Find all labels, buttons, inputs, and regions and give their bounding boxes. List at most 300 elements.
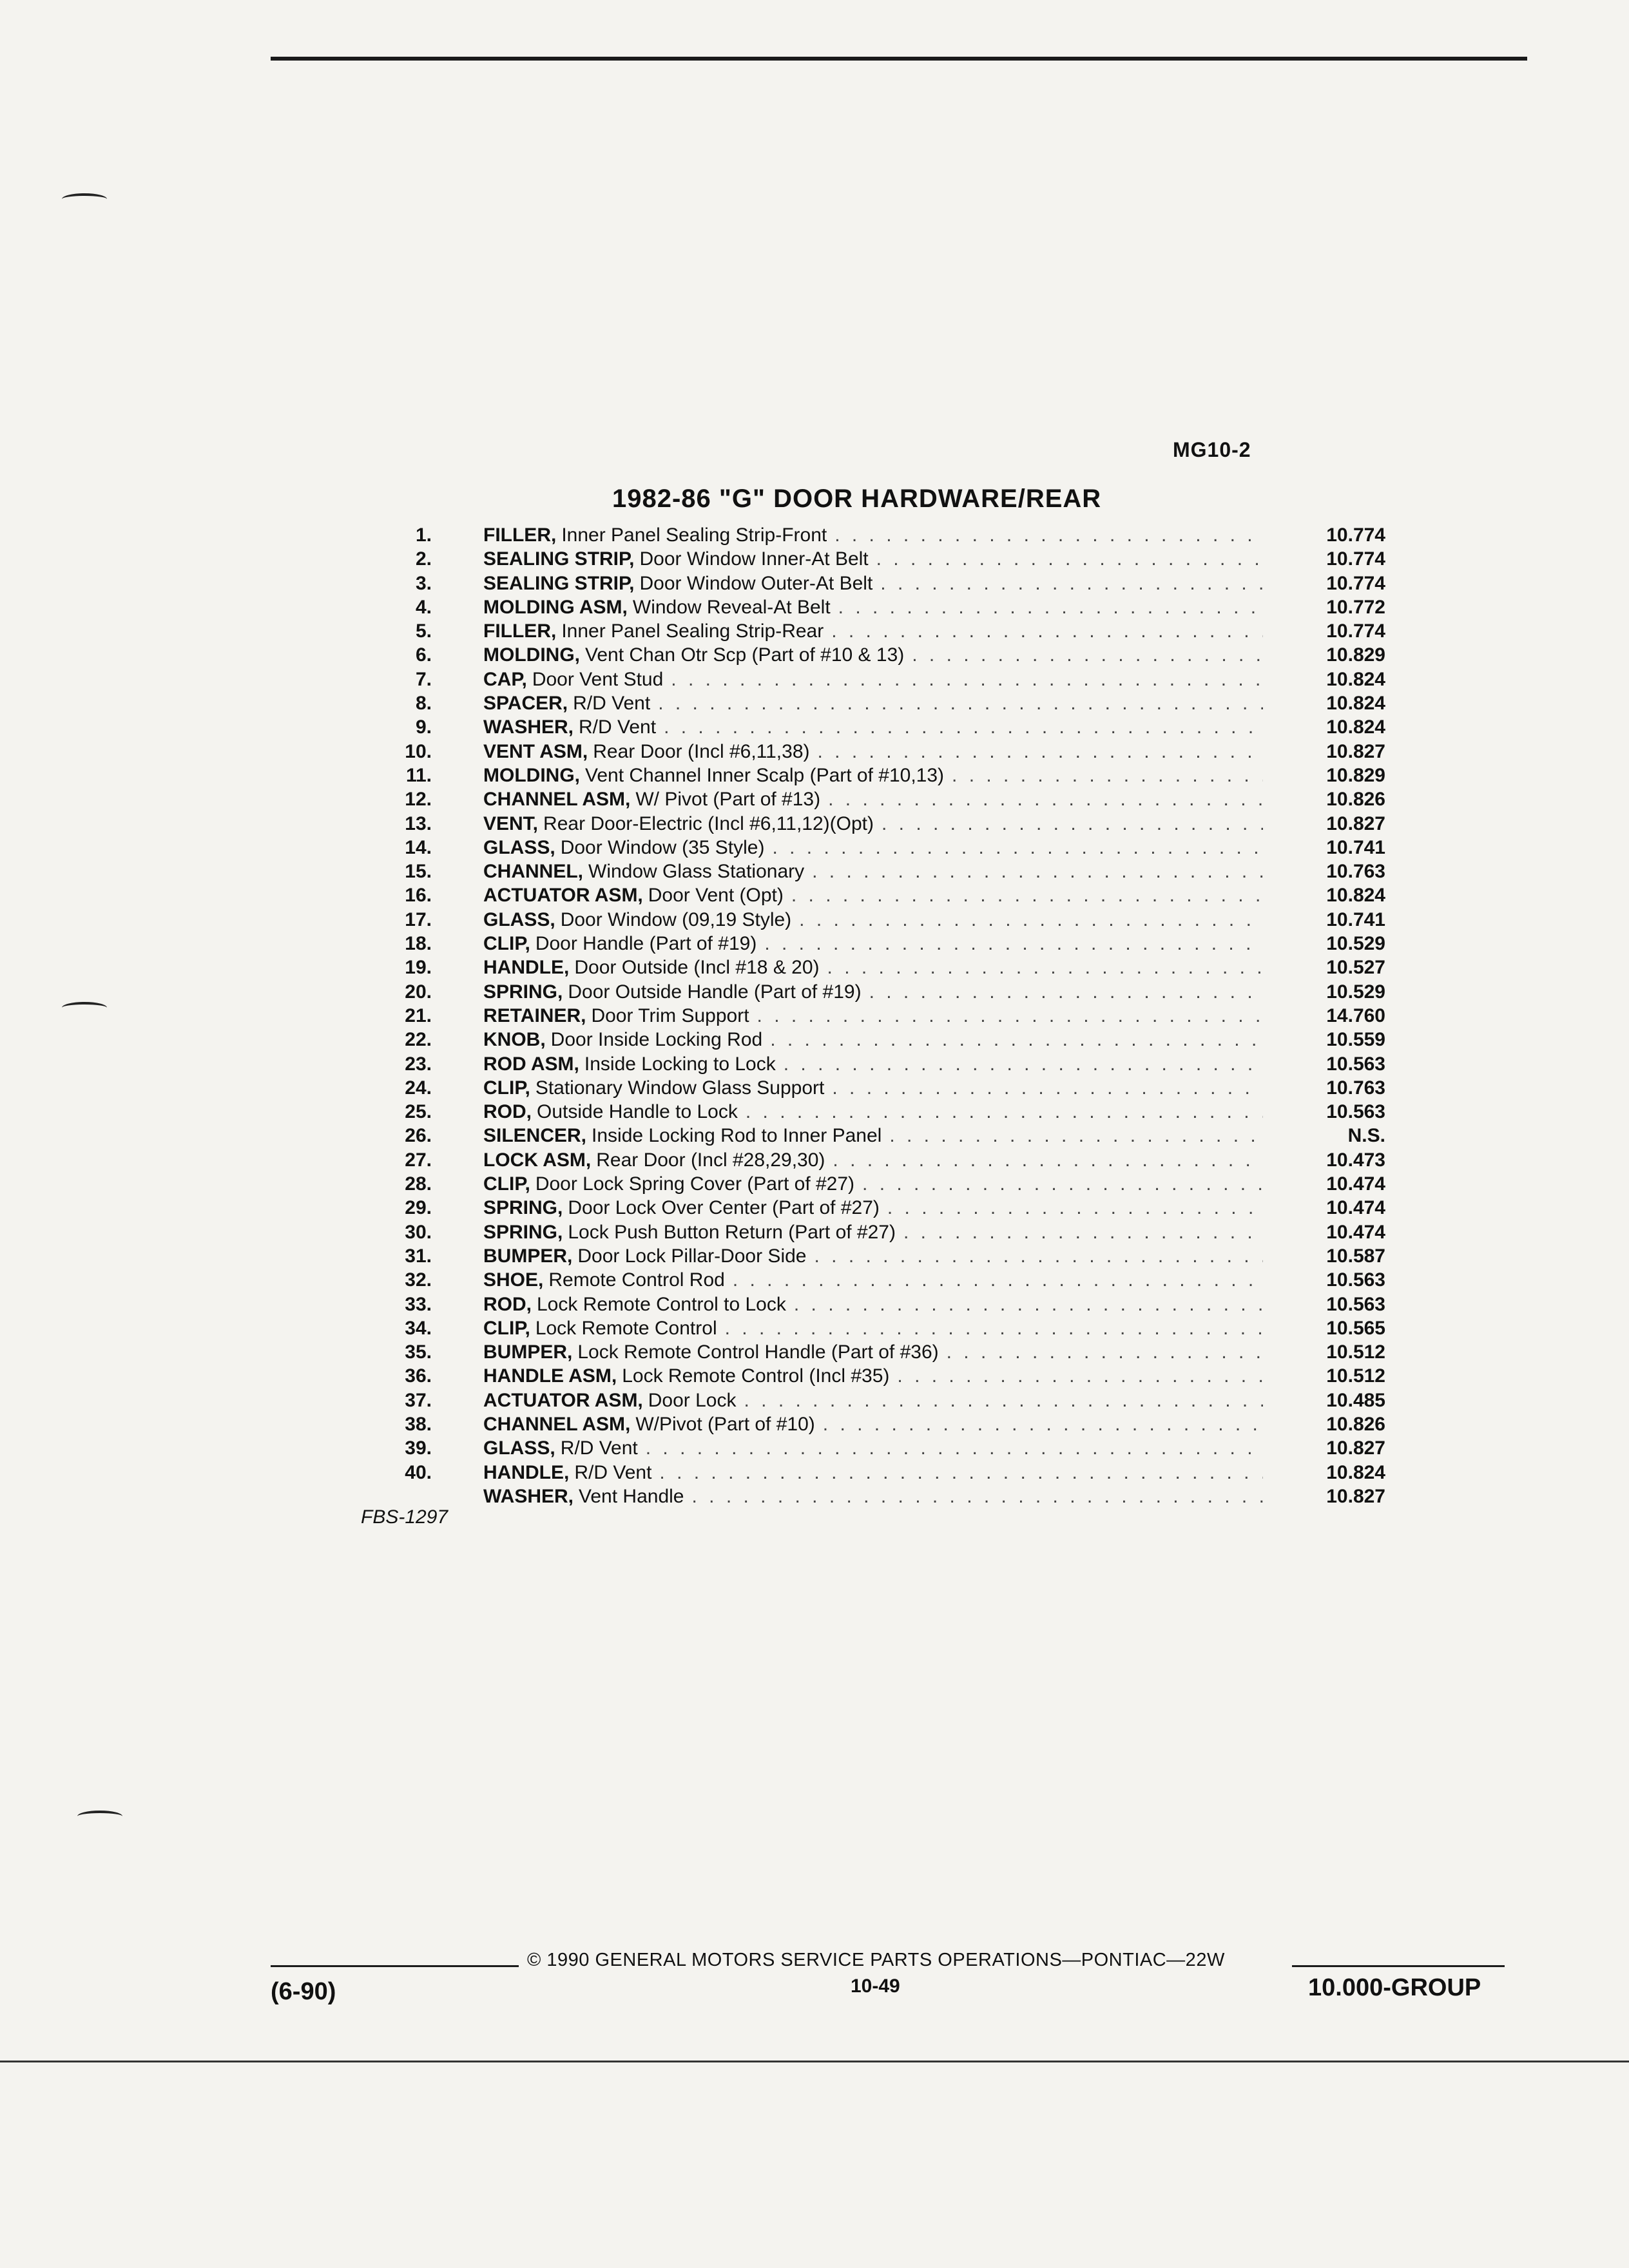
part-name: LOCK ASM, [483, 1149, 592, 1171]
part-description [483, 764, 1263, 787]
part-description [483, 1220, 1263, 1244]
part-description [483, 908, 1263, 932]
group-number: 10.474 [1326, 1197, 1385, 1219]
group-number: 10.473 [1326, 1149, 1385, 1171]
part-description [483, 1364, 1263, 1388]
part-number: 3. [415, 572, 432, 594]
group-number: 10.474 [1326, 1173, 1385, 1195]
group-number: 10.512 [1326, 1365, 1385, 1387]
part-name: CLIP, [483, 1173, 530, 1195]
leader-dots [772, 836, 1263, 860]
part-number: 19. [405, 957, 432, 979]
leader-dots [832, 1076, 1263, 1100]
part-detail: Rear Door-Electric (Incl #6,11,12)(Opt) [543, 812, 874, 834]
leader-dots [757, 1004, 1263, 1028]
leader-dots [664, 715, 1263, 739]
part-row [380, 1172, 1385, 1196]
group-number: 10.563 [1326, 1293, 1385, 1315]
group-number: 10.763 [1326, 1077, 1385, 1099]
part-name: CLIP, [483, 933, 530, 955]
part-number: 15. [405, 861, 432, 883]
part-description [483, 523, 1263, 547]
group-number: N.S. [1347, 1125, 1385, 1147]
part-detail: Window Reveal-At Belt [632, 596, 831, 618]
part-name: SPACER, [483, 693, 568, 715]
part-number: 39. [405, 1437, 432, 1459]
part-number: 6. [415, 644, 432, 666]
part-detail: Door Lock Pillar-Door Side [577, 1245, 807, 1267]
part-name: HANDLE, [483, 957, 570, 979]
group-number: 10.824 [1326, 1461, 1385, 1483]
part-row [380, 1004, 1385, 1028]
part-number: 7. [415, 668, 432, 690]
binder-hole-mark [77, 1811, 122, 1822]
part-number: 14. [405, 836, 432, 858]
part-row [380, 1028, 1385, 1052]
leader-dots [838, 595, 1263, 619]
part-name: MOLDING ASM, [483, 596, 628, 618]
group-number: 10.774 [1326, 572, 1385, 594]
part-number: 31. [405, 1245, 432, 1267]
part-description [483, 547, 1263, 571]
part-description [483, 1316, 1263, 1340]
part-name: MOLDING, [483, 764, 580, 786]
part-number: 30. [405, 1221, 432, 1243]
part-name: HANDLE ASM, [483, 1365, 617, 1387]
part-description [483, 1340, 1263, 1364]
part-detail: Door Vent (Opt) [648, 885, 784, 907]
part-row [380, 1244, 1385, 1268]
part-detail: R/D Vent [574, 1461, 652, 1483]
group-number: 10.529 [1326, 981, 1385, 1003]
part-row [380, 643, 1385, 667]
group-label: 10.000-GROUP [1308, 1974, 1481, 2001]
part-row [380, 812, 1385, 836]
part-description [483, 1293, 1263, 1316]
part-number: 38. [405, 1413, 432, 1435]
part-row [380, 619, 1385, 643]
part-detail: Inside Locking to Lock [584, 1053, 776, 1075]
leader-dots [897, 1364, 1263, 1388]
part-number: 8. [415, 693, 432, 715]
part-description [483, 1244, 1263, 1268]
part-description [483, 1004, 1263, 1028]
part-name: VENT ASM, [483, 740, 588, 762]
part-detail: Lock Remote Control (Incl #35) [622, 1365, 890, 1387]
part-row [380, 1268, 1385, 1292]
leader-dots [646, 1436, 1263, 1460]
part-number: 1. [415, 524, 432, 546]
group-number: 10.827 [1326, 812, 1385, 834]
leader-dots [725, 1316, 1263, 1340]
group-number: 10.827 [1326, 740, 1385, 762]
leader-dots [691, 1485, 1263, 1508]
part-number: 36. [405, 1365, 432, 1387]
leader-dots [764, 932, 1263, 956]
part-row [380, 691, 1385, 715]
group-number: 10.485 [1326, 1389, 1385, 1411]
part-detail: R/D Vent [579, 716, 657, 738]
part-detail: Vent Channel Inner Scalp (Part of #10,13) [585, 764, 945, 786]
part-description [483, 1172, 1263, 1196]
group-number: 10.741 [1326, 836, 1385, 858]
leader-dots [862, 1172, 1263, 1196]
page-title: 1982-86 "G" DOOR HARDWARE/REAR [612, 485, 1102, 513]
part-number: 40. [405, 1461, 432, 1483]
part-row [380, 572, 1385, 595]
part-detail: Lock Remote Control [535, 1317, 717, 1339]
section-ref: MG10-2 [1173, 438, 1251, 461]
leader-dots [794, 1293, 1263, 1316]
group-number: 10.774 [1326, 524, 1385, 546]
part-name: CAP, [483, 668, 527, 690]
part-number: 11. [405, 764, 432, 786]
part-description [483, 715, 1263, 739]
part-detail: Door Trim Support [591, 1004, 749, 1026]
part-name: CHANNEL ASM, [483, 1413, 631, 1435]
part-description [483, 1485, 1263, 1508]
part-number: 32. [405, 1269, 432, 1291]
part-detail: Remote Control Rod [548, 1269, 725, 1291]
part-description [483, 1412, 1263, 1436]
part-number: 17. [405, 908, 432, 930]
part-row [380, 1364, 1385, 1388]
part-row [380, 1052, 1385, 1076]
group-number: 14.760 [1326, 1004, 1385, 1026]
group-number: 10.474 [1326, 1221, 1385, 1243]
part-description [483, 740, 1263, 764]
part-row [380, 1076, 1385, 1100]
part-description [483, 1052, 1263, 1076]
part-row [380, 595, 1385, 619]
part-description [483, 980, 1263, 1004]
group-number: 10.563 [1326, 1053, 1385, 1075]
part-row [380, 883, 1385, 907]
part-row [380, 1316, 1385, 1340]
part-row [380, 1148, 1385, 1172]
page-number: 10-49 [851, 1975, 900, 1997]
part-name: CHANNEL, [483, 861, 583, 883]
leader-dots [882, 812, 1263, 836]
part-description [483, 932, 1263, 956]
part-detail: Stationary Window Glass Support [535, 1077, 825, 1099]
leader-dots [831, 619, 1263, 643]
part-row [380, 1412, 1385, 1436]
part-number: 18. [405, 933, 432, 955]
part-description [483, 643, 1263, 667]
part-row [380, 1436, 1385, 1460]
part-name: SPRING, [483, 1221, 563, 1243]
part-row [380, 668, 1385, 691]
part-name: RETAINER, [483, 1004, 586, 1026]
part-name: ROD, [483, 1293, 532, 1315]
part-row [380, 1340, 1385, 1364]
leader-dots [889, 1124, 1263, 1148]
part-row [380, 908, 1385, 932]
leader-dots [834, 523, 1263, 547]
leader-dots [912, 643, 1263, 667]
part-detail: Door Outside Handle (Part of #19) [568, 981, 862, 1003]
part-description [483, 1076, 1263, 1100]
part-detail: Outside Handle to Lock [537, 1101, 738, 1123]
leader-dots [814, 1244, 1263, 1268]
part-number: 27. [405, 1149, 432, 1171]
group-number: 10.826 [1326, 1413, 1385, 1435]
part-number: 24. [405, 1077, 432, 1099]
part-description [483, 1196, 1263, 1220]
part-row [380, 740, 1385, 764]
part-description [483, 691, 1263, 715]
part-detail: Door Inside Locking Rod [550, 1029, 763, 1051]
part-detail: Door Lock [648, 1389, 737, 1411]
leader-dots [828, 787, 1263, 811]
part-detail: Door Lock Over Center (Part of #27) [568, 1197, 880, 1219]
part-row [380, 1100, 1385, 1124]
part-number: 23. [405, 1053, 432, 1075]
group-number: 10.772 [1326, 596, 1385, 618]
part-description [483, 572, 1263, 595]
part-name: SPRING, [483, 1197, 563, 1219]
part-name: SPRING, [483, 981, 563, 1003]
part-number: 20. [405, 981, 432, 1003]
part-name: GLASS, [483, 908, 555, 930]
part-row [380, 1485, 1385, 1508]
part-description [483, 1268, 1263, 1292]
part-row [380, 715, 1385, 739]
leader-dots [812, 860, 1263, 883]
leader-dots [658, 691, 1263, 715]
part-name: ACTUATOR ASM, [483, 1389, 643, 1411]
group-number: 10.827 [1326, 1485, 1385, 1507]
part-name: GLASS, [483, 836, 555, 858]
figure-ref: FBS-1297 [361, 1506, 448, 1528]
binder-hole-mark [62, 1002, 107, 1014]
part-row [380, 836, 1385, 860]
part-name: KNOB, [483, 1029, 546, 1051]
part-name: WASHER, [483, 716, 574, 738]
part-detail: Inner Panel Sealing Strip-Rear [561, 620, 824, 642]
part-number: 26. [405, 1125, 432, 1147]
binder-hole-mark [62, 193, 107, 205]
footer-rule-left [271, 1965, 519, 1967]
part-number: 25. [405, 1101, 432, 1123]
part-name: SEALING STRIP, [483, 548, 635, 570]
part-row [380, 523, 1385, 547]
part-number: 28. [405, 1173, 432, 1195]
part-detail: Door Handle (Part of #19) [535, 933, 757, 955]
part-name: SILENCER, [483, 1125, 587, 1147]
part-detail: Window Glass Stationary [588, 861, 805, 883]
part-row [380, 1220, 1385, 1244]
leader-dots [744, 1389, 1264, 1412]
group-number: 10.512 [1326, 1341, 1385, 1363]
part-detail: Inside Locking Rod to Inner Panel [592, 1125, 882, 1147]
part-row [380, 932, 1385, 956]
part-detail: Rear Door (Incl #28,29,30) [596, 1149, 825, 1171]
leader-dots [827, 956, 1263, 979]
part-number: 21. [405, 1004, 432, 1026]
part-description [483, 595, 1263, 619]
top-rule [271, 57, 1527, 61]
part-detail: R/D Vent [573, 693, 651, 715]
leader-dots [869, 980, 1263, 1004]
part-row [380, 787, 1385, 811]
part-row [380, 860, 1385, 883]
bottom-rule [0, 2061, 1629, 2062]
leader-dots [818, 740, 1263, 764]
part-description [483, 668, 1263, 691]
part-detail: Lock Remote Control Handle (Part of #36) [577, 1341, 939, 1363]
part-row [380, 1124, 1385, 1148]
group-number: 10.827 [1326, 1437, 1385, 1459]
part-number: 33. [405, 1293, 432, 1315]
part-description [483, 1461, 1263, 1485]
group-number: 10.527 [1326, 957, 1385, 979]
part-name: FILLER, [483, 524, 557, 546]
group-number: 10.563 [1326, 1101, 1385, 1123]
part-description [483, 883, 1263, 907]
part-description [483, 1389, 1263, 1412]
leader-dots [880, 572, 1263, 595]
leader-dots [952, 764, 1263, 787]
group-number: 10.587 [1326, 1245, 1385, 1267]
group-number: 10.559 [1326, 1029, 1385, 1051]
part-name: HANDLE, [483, 1461, 570, 1483]
leader-dots [733, 1268, 1263, 1292]
part-description [483, 836, 1263, 860]
group-number: 10.829 [1326, 644, 1385, 666]
part-detail: W/Pivot (Part of #10) [635, 1413, 815, 1435]
part-description [483, 812, 1263, 836]
leader-dots [833, 1148, 1263, 1172]
footer-rule-right [1292, 1965, 1505, 1967]
part-number: 34. [405, 1317, 432, 1339]
group-number: 10.774 [1326, 620, 1385, 642]
group-number: 10.563 [1326, 1269, 1385, 1291]
part-detail: Vent Handle [579, 1485, 684, 1507]
part-description [483, 787, 1263, 811]
leader-dots [746, 1100, 1263, 1124]
part-row [380, 1293, 1385, 1316]
part-number: 22. [405, 1029, 432, 1051]
leader-dots [876, 547, 1263, 571]
part-detail: Door Outside (Incl #18 & 20) [574, 957, 820, 979]
part-name: SEALING STRIP, [483, 572, 635, 594]
part-row [380, 1196, 1385, 1220]
group-number: 10.824 [1326, 716, 1385, 738]
group-number: 10.774 [1326, 548, 1385, 570]
part-number: 10. [405, 740, 432, 762]
part-row [380, 980, 1385, 1004]
leader-dots [770, 1028, 1263, 1052]
part-name: MOLDING, [483, 644, 580, 666]
leader-dots [799, 908, 1263, 932]
part-description [483, 619, 1263, 643]
part-name: BUMPER, [483, 1245, 573, 1267]
part-name: GLASS, [483, 1437, 555, 1459]
part-detail: Lock Remote Control to Lock [537, 1293, 786, 1315]
part-row [380, 1389, 1385, 1412]
part-name: FILLER, [483, 620, 557, 642]
leader-dots [784, 1052, 1263, 1076]
part-number: 35. [405, 1341, 432, 1363]
part-detail: Lock Push Button Return (Part of #27) [568, 1221, 896, 1243]
group-number: 10.824 [1326, 668, 1385, 690]
part-detail: R/D Vent [560, 1437, 638, 1459]
part-name: ROD ASM, [483, 1053, 579, 1075]
part-detail: W/ Pivot (Part of #13) [635, 789, 821, 811]
leader-dots [671, 668, 1263, 691]
part-row [380, 547, 1385, 571]
part-detail: Vent Chan Otr Scp (Part of #10 & 13) [585, 644, 905, 666]
group-number: 10.824 [1326, 693, 1385, 715]
part-detail: Door Window Inner-At Belt [639, 548, 869, 570]
part-number: 9. [415, 716, 432, 738]
part-detail: Rear Door (Incl #6,11,38) [593, 740, 810, 762]
part-number: 13. [405, 812, 432, 834]
part-detail: Inner Panel Sealing Strip-Front [561, 524, 827, 546]
group-number: 10.824 [1326, 885, 1385, 907]
leader-dots [791, 883, 1263, 907]
part-detail: Door Window (09,19 Style) [560, 908, 792, 930]
leader-dots [823, 1412, 1263, 1436]
part-detail: Door Vent Stud [532, 668, 664, 690]
part-detail: Door Window Outer-At Belt [639, 572, 873, 594]
leader-dots [947, 1340, 1263, 1364]
part-name: CLIP, [483, 1317, 530, 1339]
group-number: 10.565 [1326, 1317, 1385, 1339]
part-detail: Door Lock Spring Cover (Part of #27) [535, 1173, 855, 1195]
group-number: 10.529 [1326, 933, 1385, 955]
part-description [483, 1148, 1263, 1172]
part-number: 16. [405, 885, 432, 907]
part-row [380, 956, 1385, 979]
group-number: 10.741 [1326, 908, 1385, 930]
part-name: WASHER, [483, 1485, 574, 1507]
part-description [483, 1124, 1263, 1148]
part-description [483, 956, 1263, 979]
copyright: © 1990 GENERAL MOTORS SERVICE PARTS OPERATIONS—PONTIAC—22W [527, 1950, 1225, 1970]
part-number: 29. [405, 1197, 432, 1219]
part-name: SHOE, [483, 1269, 544, 1291]
part-number: 4. [415, 596, 432, 618]
part-name: BUMPER, [483, 1341, 573, 1363]
part-name: CHANNEL ASM, [483, 789, 631, 811]
leader-dots [903, 1220, 1263, 1244]
leader-dots [887, 1196, 1263, 1220]
group-number: 10.763 [1326, 861, 1385, 883]
group-number: 10.826 [1326, 789, 1385, 811]
part-row [380, 1461, 1385, 1485]
revision-date: (6-90) [271, 1978, 336, 2005]
part-name: ACTUATOR ASM, [483, 885, 643, 907]
leader-dots [659, 1461, 1263, 1485]
part-row [380, 764, 1385, 787]
parts-list [380, 523, 1385, 1508]
part-detail: Door Window (35 Style) [560, 836, 765, 858]
part-description [483, 1028, 1263, 1052]
part-name: ROD, [483, 1101, 532, 1123]
part-name: CLIP, [483, 1077, 530, 1099]
part-name: VENT, [483, 812, 539, 834]
part-number: 5. [415, 620, 432, 642]
group-number: 10.829 [1326, 764, 1385, 786]
part-number: 12. [405, 789, 432, 811]
part-number: 2. [415, 548, 432, 570]
part-description [483, 860, 1263, 883]
part-description [483, 1100, 1263, 1124]
part-description [483, 1436, 1263, 1460]
